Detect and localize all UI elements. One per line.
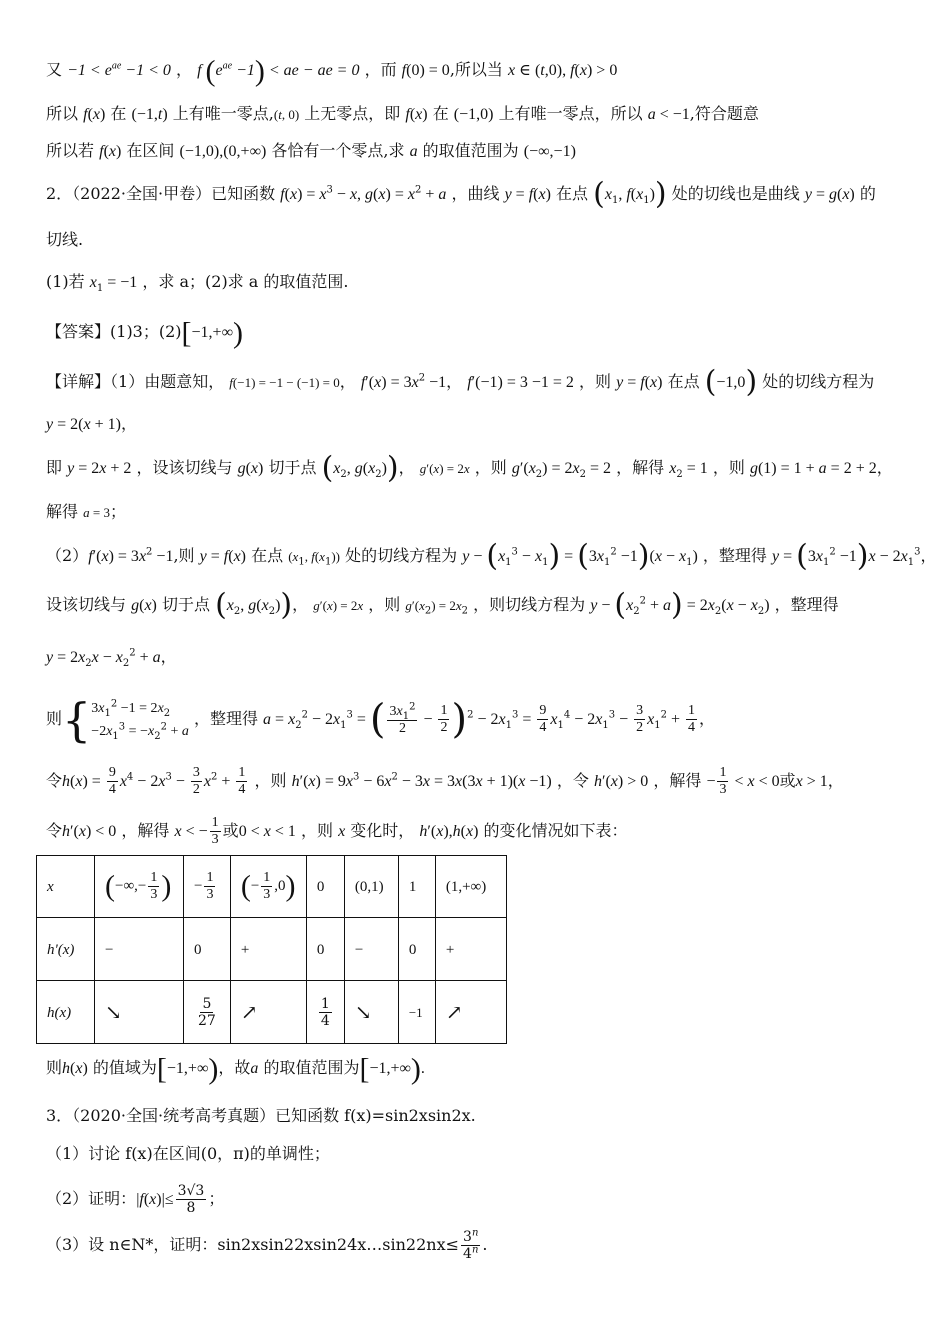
text-line: 解得 a = 3；	[46, 502, 126, 521]
text-line	[46, 228, 910, 252]
table-cell: (0,1)	[344, 856, 398, 918]
table-cell: 0	[398, 918, 435, 981]
text: （1）讨论 f(x)在区间(0，π)的单调性；	[46, 1144, 330, 1163]
answer-line: 【答案】(1)3；(2)[−1,+∞)	[46, 316, 243, 350]
text: （1）由题意知，	[110, 372, 225, 391]
text: ，	[175, 60, 192, 79]
answer-label: 【答案】	[46, 322, 111, 341]
text: ，则	[474, 458, 507, 477]
text: 令	[46, 821, 63, 840]
text: 解得	[46, 502, 79, 521]
text: 在点	[556, 184, 589, 203]
detail-label: 【详解】	[46, 372, 111, 391]
text: 在	[110, 104, 127, 123]
text: 上无零点，即	[304, 104, 401, 123]
text: 在	[432, 104, 449, 123]
text: 所以	[46, 104, 79, 123]
text: ,则	[173, 546, 195, 565]
text: 的值域为	[92, 1058, 157, 1077]
text-line: $y = 2x_2x - x_2^2 + a$，	[46, 647, 177, 670]
text: 的取值范围为	[263, 1058, 360, 1077]
table-row	[37, 981, 507, 1044]
text: 3．（2020·全国·统考高考真题）已知函数 f(x)=sin2xsin2x.	[46, 1106, 476, 1125]
text: 令	[46, 771, 63, 790]
text: 2．（2022·全国·甲卷）已知函数	[46, 184, 276, 203]
text: ，则	[712, 458, 745, 477]
text: ，则	[254, 771, 287, 790]
detail-part-2-line-2: 设该切线与 g(x) 切于点 ($x_2$, $g(x_2)$)， g′(x) = 2x ，则 $g'(x_2) = 2x_2$ ，则切线方程为 $y - (x_2^2 + a) = 2x_2(x - x_2)$ ，整理得	[46, 587, 839, 623]
text: 或	[779, 771, 796, 790]
text-line: y = 2(x + 1)，	[46, 414, 137, 433]
table-cell: ↗	[435, 981, 506, 1044]
table-cell: ↘	[344, 981, 398, 1044]
table-cell: 0	[306, 918, 344, 981]
detail-line-2: 即 y = 2x + 2 ，设该切线与 g(x) 切于点 ($x_2$, $g(x_2)$)， g′(x) = 2x ，则 $g'(x_2) = 2x_2 = 2$ ，解得 $x_2 = 1$ ，则 g(1) = 1 + a = 2 + 2，	[46, 450, 893, 486]
detail-part-2-line-1: $(2)f'(x) = 3x^2 -1$,则 y = f(x) 在点 ($x_1$, $f(x_1)$) 处的切线方程为 $y - (x_1^3 - x_1) = (3x_1^2 -1)(x - x_1)$ ，整理得 $y = (3x_1^2 -1)x - 2x_1^3$，	[46, 538, 937, 574]
text-line-1: 又 $-1 < e^{ae} -1 < 0$ ， f $(e^{ae} -1)$ < ae − ae = 0 ，而 f(0) = 0,所以当 x ∈ (t,0), f(x) > 0	[46, 54, 618, 88]
table-cell: ↘	[95, 981, 184, 1044]
text: ，则	[368, 595, 401, 614]
text: 处的切线方程为	[345, 546, 458, 565]
table-cell: 0	[184, 918, 231, 981]
text: （2）证明：	[46, 1189, 137, 1208]
text: 各恰有一个零点,求	[271, 141, 405, 160]
text: 切线.	[46, 230, 84, 249]
text: （2）	[46, 546, 89, 565]
table-cell: +	[230, 918, 306, 981]
text-line-2: 所以 f(x) 在 (−1,t) 上有唯一零点,(t, 0) 上无零点，即 f(x) 在 (−1,0) 上有唯一零点，所以 a < −1,符合题意	[46, 104, 759, 123]
text: ，则	[579, 372, 612, 391]
text: 的	[859, 184, 876, 203]
problem-3-header	[46, 1104, 910, 1128]
text: ，而	[364, 60, 397, 79]
text: 或	[222, 821, 239, 840]
problem-2-header: 2．（2022·全国·甲卷）已知函数 $f(x) = x^3 - x$, $g(x) = x^2 + a$ ，曲线 y = f(x) 在点 ($x_1$, $f(x_1)$) 处的切线也是曲线 y = g(x) 的	[46, 176, 876, 212]
text: 在点	[251, 546, 284, 565]
text: ，设该切线与	[136, 458, 233, 477]
h-definition-line: 令h(x) = $\frac{9}{4}$ $x^4 - 2x^3$ − $\frac{3}{2}$ $x^2$ + $\frac{1}{4}$ ，则 $h'(x) = 9x^3 - 6x^2 - 3x = 3x(3x + 1)(x -1)$ ，令 h′(x) > 0 ，解得 − $\frac{1}{3}$ < x < 0或x > 1，	[46, 765, 844, 797]
variation-table	[36, 855, 507, 1044]
text: 所以若	[46, 141, 95, 160]
text: 在区间	[126, 141, 175, 160]
table-cell: −	[95, 918, 184, 981]
text: ，解得	[121, 821, 170, 840]
text: 则	[46, 709, 63, 728]
text: 上有唯一零点，所以	[498, 104, 643, 123]
text: 又	[46, 60, 63, 79]
table-cell: ↗	[230, 981, 306, 1044]
text: ，解得	[616, 458, 665, 477]
text: ，整理得	[702, 546, 767, 565]
table-row	[37, 856, 507, 918]
table-header-cell: h'(x)	[37, 918, 95, 981]
text-line-3: 所以若 f(x) 在区间 (−1,0),(0,+∞) 各恰有一个零点,求 a 的取值范围为 (−∞,−1)	[46, 141, 576, 160]
h-decrease-line: 令h′(x) < 0 ，解得 x < − $\frac{1}{3}$ 或0 < x < 1 ，则 x 变化时， h′(x),h(x) 的变化情况如下表：	[46, 815, 628, 847]
text: (1)3；(2)	[110, 322, 182, 341]
text: ，则切线方程为	[473, 595, 586, 614]
range-line: 则h(x) 的值域为[−1,+∞)，故a 的取值范围为[−1,+∞).	[46, 1052, 425, 1086]
table-cell: (− $\frac{1}{3}$ ,0)	[230, 856, 306, 918]
text: 在点	[667, 372, 700, 391]
text: 切于点	[161, 595, 210, 614]
table-row	[37, 918, 507, 981]
text: （3）设 n∈N*，证明：sin2xsin22xsin24x…sin22nx≤	[46, 1235, 460, 1254]
text: .	[482, 1235, 488, 1254]
table-cell: 1	[398, 856, 435, 918]
text: 设该切线与	[46, 595, 127, 614]
text: ，求 a；(2)求 a 的取值范围.	[142, 272, 349, 291]
text: 的取值范围为	[422, 141, 519, 160]
text: ,符合题意	[689, 104, 759, 123]
system-equation-line: 则 { $3x_1^2 -1 = 2x_2$ $-2x_1^3 = -x_2^2 + a$ ，整理得 $a = x_2^2 - 2x_1^3$ = ( $\frac{3x_1^2}{2}$ − $\frac{1}{2}$ )$^2 - 2x_1^3$ = $\frac{9}{4}$ $x_1^4 - 2x_1^3$ − $\frac{3}{2}$ $x_1^2$ + $\frac{1}{4}$ ，	[46, 692, 716, 747]
text: ，故	[218, 1058, 251, 1077]
text: 的变化情况如下表：	[483, 821, 628, 840]
table-cell: − $\frac{1}{3}$	[184, 856, 231, 918]
table-cell: −	[344, 918, 398, 981]
table-cell: (−∞,− $\frac{1}{3}$ )	[95, 856, 184, 918]
text: ，整理得	[193, 709, 258, 728]
text: 处的切线也是曲线	[671, 184, 800, 203]
table-header-cell: x	[37, 856, 95, 918]
problem-3-q2: （2）证明：|f(x)|≤ $\frac{3√3}{8}$ ；	[46, 1183, 225, 1216]
text: ，曲线	[451, 184, 500, 203]
table-cell: $\frac{1}{4}$	[306, 981, 344, 1044]
detail-line-1: 【详解】（1）由题意知， f(−1) = −1 − (−1) = 0， $f'(x) = 3x^2 -1$， f′(−1) = 3 −1 = 2 ，则 y = f(x) 在点 (−1,0) 处的切线方程为	[46, 364, 875, 400]
text: (1)若	[46, 272, 85, 291]
problem-2-questions: (1)若 $x_1 = -1$ ，求 a；(2)求 a 的取值范围.	[46, 272, 349, 295]
text: 处的切线方程为	[762, 372, 875, 391]
text: 切于点	[268, 458, 317, 477]
table-cell: +	[435, 918, 506, 981]
text: 上有唯一零点,	[172, 104, 274, 123]
text: ，令	[556, 771, 589, 790]
problem-3-q1	[46, 1142, 910, 1166]
table-cell: (1,+∞)	[435, 856, 506, 918]
text: 即	[46, 458, 63, 477]
table-header-cell: h(x)	[37, 981, 95, 1044]
table-cell: 0	[306, 856, 344, 918]
text: 则	[46, 1058, 63, 1077]
table-cell: −1	[398, 981, 435, 1044]
text: ，整理得	[774, 595, 839, 614]
text: 所以当	[454, 60, 503, 79]
text: ，解得	[653, 771, 702, 790]
table-cell: $\frac{5}{27}$	[184, 981, 231, 1044]
text: 变化时，	[350, 821, 415, 840]
problem-3-q3: （3）设 n∈N*，证明：sin2xsin22xsin24x…sin22nx≤ $\frac{3^n}{4^n}$ .	[46, 1227, 488, 1262]
text: ，则	[300, 821, 333, 840]
